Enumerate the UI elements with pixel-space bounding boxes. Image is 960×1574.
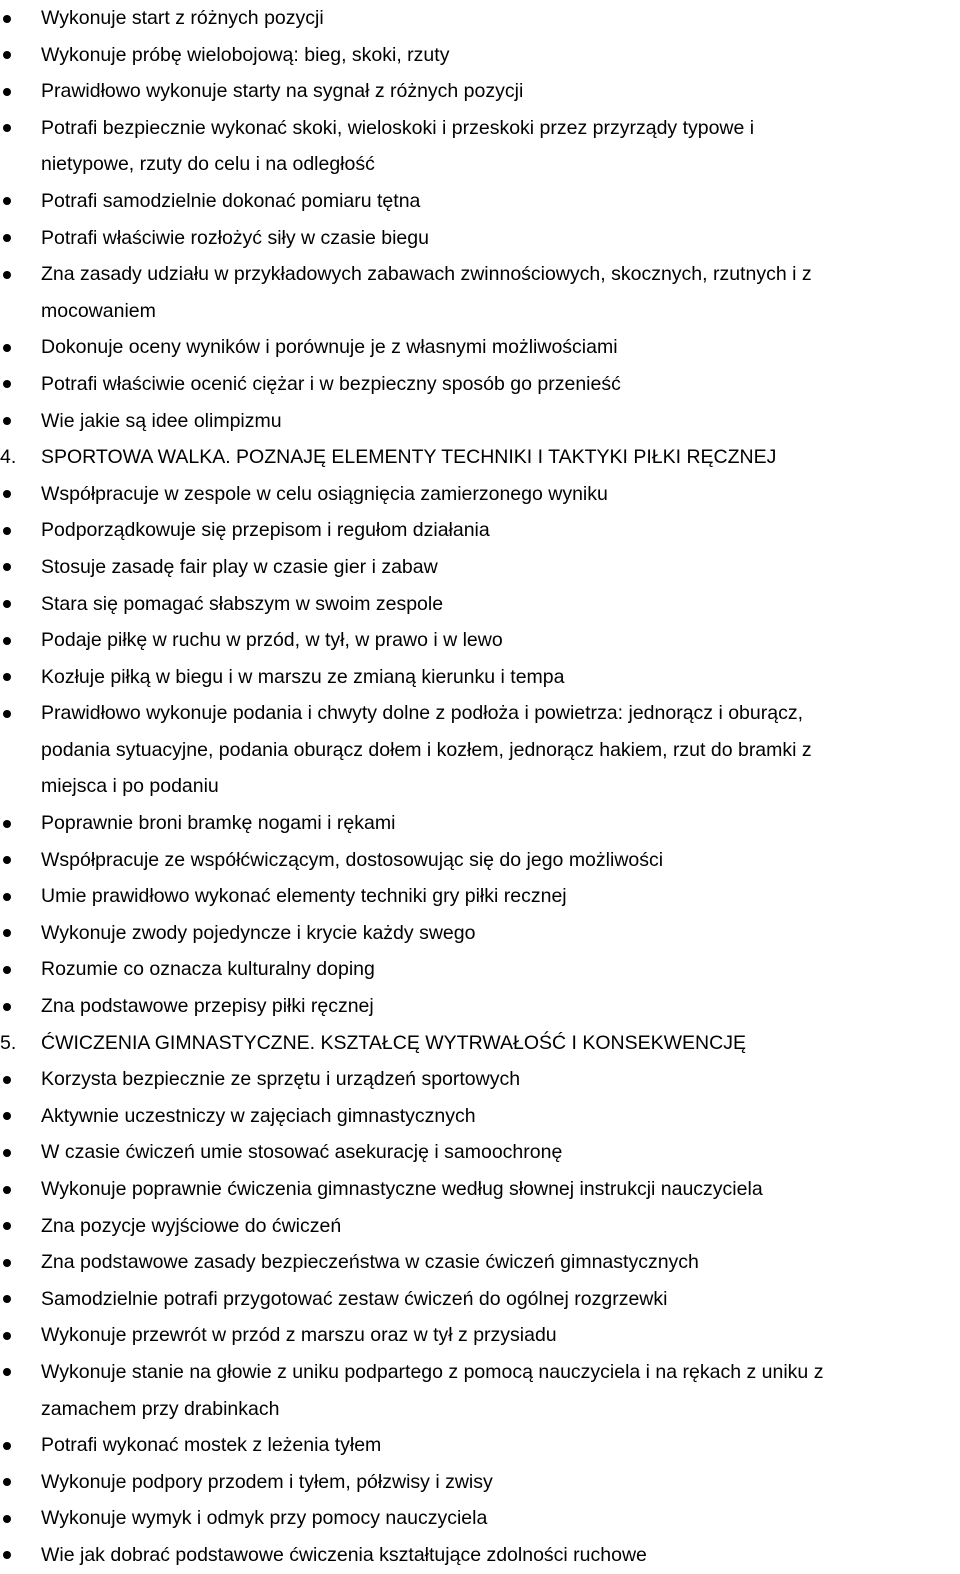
bullet-icon — [3, 197, 11, 205]
list-item — [0, 476, 960, 513]
list-item — [0, 1500, 960, 1537]
bullet-icon — [3, 1442, 11, 1450]
list-item-text: Zna zasady udziału w przykładowych zabawach zwinnościowych, skocznych, rzutnych i z — [41, 263, 812, 286]
list-item-text: Podaje piłkę w ruchu w przód, w tył, w prawo i w lewo — [41, 629, 503, 652]
bullet-icon — [3, 1551, 11, 1559]
list-item-text: Zna podstawowe zasady bezpieczeństwa w czasie ćwiczeń gimnastycznych — [41, 1251, 699, 1274]
list-item — [0, 1171, 960, 1208]
bullet-icon — [3, 820, 11, 828]
bullet-icon — [3, 344, 11, 352]
list-item-text: Potrafi wykonać mostek z leżenia tyłem — [41, 1434, 382, 1457]
list-item-text: Wykonuje zwody pojedyncze i krycie każdy swego — [41, 921, 476, 944]
list-item-text: Współpracuje w zespole w celu osiągnięcia zamierzonego wyniku — [41, 482, 608, 505]
list-item-text: Wykonuje start z różnych pozycji — [41, 7, 324, 29]
list-item-continuation — [0, 732, 960, 769]
list-item — [0, 805, 960, 842]
list-item — [0, 366, 960, 403]
list-item-text: Wie jakie są idee olimpizmu — [41, 409, 282, 432]
list-item-text: Rozumie co oznacza kulturalny doping — [41, 958, 375, 981]
bullet-icon — [3, 966, 11, 974]
section-title: SPORTOWA WALKA. POZNAJĘ ELEMENTY TECHNIKI I TAKTYKI PIŁKI RĘCZNEJ — [41, 446, 777, 469]
bullet-icon — [3, 1368, 11, 1376]
section-title: ĆWICZENIA GIMNASTYCZNE. KSZTAŁCĘ WYTRWAŁOŚĆ I KONSEKWENCJĘ — [41, 1031, 746, 1054]
bullet-icon — [3, 234, 11, 242]
list-item — [0, 0, 960, 37]
list-item-text: W czasie ćwiczeń umie stosować asekurację i samoochronę — [41, 1141, 563, 1164]
list-item-text: Podporządkowuje się przepisom i regułom działania — [41, 519, 490, 542]
list-item-text: Zna pozycje wyjściowe do ćwiczeń — [41, 1214, 342, 1237]
bullet-icon — [3, 490, 11, 498]
bullet-icon — [3, 600, 11, 608]
list-item — [0, 1537, 960, 1574]
list-item — [0, 1061, 960, 1098]
bullet-icon — [3, 893, 11, 901]
bullet-icon — [3, 1295, 11, 1303]
list-item-text: Wykonuje stanie na głowie z uniku podpartego z pomocą nauczyciela i na rękach z uniku z — [41, 1360, 824, 1383]
section-heading — [0, 1025, 960, 1062]
bullet-icon — [3, 710, 11, 718]
list-item-text: Wie jak dobrać podstawowe ćwiczenia kształtujące zdolności ruchowe — [41, 1543, 647, 1566]
list-item — [0, 220, 960, 257]
list-item-text: Poprawnie broni bramkę nogami i rękami — [41, 812, 396, 835]
list-item-text: zamachem przy drabinkach — [41, 1397, 280, 1420]
bullet-icon — [3, 1259, 11, 1267]
section-number: 4. — [0, 446, 17, 469]
bullet-icon — [3, 929, 11, 937]
bullet-icon — [3, 1186, 11, 1194]
list-item — [0, 73, 960, 110]
bullet-icon — [3, 88, 11, 96]
list-item-continuation — [0, 146, 960, 183]
list-item — [0, 1317, 960, 1354]
list-item — [0, 1208, 960, 1245]
list-item-text: Stosuje zasadę fair play w czasie gier i zabaw — [41, 555, 438, 578]
list-item — [0, 1244, 960, 1281]
list-item — [0, 586, 960, 623]
list-item — [0, 659, 960, 696]
list-item-text: Korzysta bezpiecznie ze sprzętu i urządzeń sportowych — [41, 1068, 521, 1091]
list-item-continuation — [0, 768, 960, 805]
list-item-text: Zna podstawowe przepisy piłki ręcznej — [41, 995, 374, 1018]
bullet-icon — [3, 1478, 11, 1486]
bullet-icon — [3, 1332, 11, 1340]
list-item-text: Wykonuje próbę wielobojową: bieg, skoki, rzuty — [41, 43, 450, 66]
list-item-text: Prawidłowo wykonuje podania i chwyty dolne z podłoża i powietrza: jednorącz i oburącz, — [41, 702, 803, 725]
bullet-icon — [3, 1515, 11, 1523]
list-item-text: Dokonuje oceny wyników i porównuje je z własnymi możliwościami — [41, 336, 618, 359]
list-item-text: Wykonuje podpory przodem i tyłem, półzwisy i zwisy — [41, 1470, 493, 1493]
bullet-icon — [3, 271, 11, 279]
list-item — [0, 549, 960, 586]
bullet-icon — [3, 563, 11, 571]
list-item-text: Wykonuje wymyk i odmyk przy pomocy nauczyciela — [41, 1507, 488, 1530]
bullet-icon — [3, 1003, 11, 1011]
list-item — [0, 1464, 960, 1501]
list-item — [0, 842, 960, 879]
bullet-icon — [3, 51, 11, 59]
list-item-text: Potrafi samodzielnie dokonać pomiaru tętna — [41, 189, 421, 212]
list-item — [0, 512, 960, 549]
list-item — [0, 256, 960, 293]
list-item — [0, 988, 960, 1025]
bullet-icon — [3, 637, 11, 645]
list-item — [0, 878, 960, 915]
bullet-icon — [3, 527, 11, 535]
list-item-text: Stara się pomagać słabszym w swoim zespole — [41, 592, 444, 615]
list-item — [0, 951, 960, 988]
list-item — [0, 37, 960, 74]
list-item-text: Samodzielnie potrafi przygotować zestaw ćwiczeń do ogólnej rozgrzewki — [41, 1287, 668, 1310]
list-item-text: Kozłuje piłką w biegu i w marszu ze zmianą kierunku i tempa — [41, 665, 565, 688]
list-item — [0, 915, 960, 952]
list-item-text: mocowaniem — [41, 299, 156, 322]
list-item-text: Potrafi właściwie rozłożyć siły w czasie biegu — [41, 226, 429, 249]
list-item-text: Umie prawidłowo wykonać elementy techniki gry piłki recznej — [41, 885, 567, 908]
list-item — [0, 110, 960, 147]
list-item-text: nietypowe, rzuty do celu i na odległość — [41, 153, 375, 176]
list-item — [0, 1098, 960, 1135]
list-item — [0, 183, 960, 220]
bullet-icon — [3, 1222, 11, 1230]
bullet-icon — [3, 380, 11, 388]
list-item — [0, 1281, 960, 1318]
bullet-icon — [3, 1076, 11, 1084]
section-heading — [0, 439, 960, 476]
list-item-text: podania sytuacyjne, podania oburącz dołem i kozłem, jednorącz hakiem, rzut do bramki z — [41, 738, 812, 761]
list-item — [0, 329, 960, 366]
list-item — [0, 1134, 960, 1171]
bullet-icon — [3, 15, 11, 23]
list-item-text: Potrafi właściwie ocenić ciężar i w bezpieczny sposób go przenieść — [41, 372, 621, 395]
list-item-text: Współpracuje ze współćwiczącym, dostosowując się do jego możliwości — [41, 848, 664, 871]
bullet-icon — [3, 1149, 11, 1157]
bullet-icon — [3, 124, 11, 132]
bullet-icon — [3, 856, 11, 864]
list-item-continuation — [0, 1391, 960, 1428]
list-item-text: Prawidłowo wykonuje starty na sygnał z różnych pozycji — [41, 80, 524, 103]
list-item-text: Wykonuje poprawnie ćwiczenia gimnastyczne według słownej instrukcji nauczyciela — [41, 1178, 763, 1200]
list-item — [0, 1354, 960, 1391]
section-number: 5. — [0, 1031, 17, 1054]
bullet-icon — [3, 1112, 11, 1120]
list-item-continuation — [0, 293, 960, 330]
bullet-icon — [3, 673, 11, 681]
list-item-text: Wykonuje przewrót w przód z marszu oraz w tył z przysiadu — [41, 1324, 557, 1347]
list-item — [0, 695, 960, 732]
list-item — [0, 622, 960, 659]
list-item-text: Aktywnie uczestniczy w zajęciach gimnastycznych — [41, 1104, 476, 1127]
list-item-text: Potrafi bezpiecznie wykonać skoki, wieloskoki i przeskoki przez przyrządy typowe i — [41, 116, 755, 139]
list-item — [0, 1427, 960, 1464]
bullet-icon — [3, 417, 11, 425]
list-item-text: miejsca i po podaniu — [41, 775, 219, 798]
list-item — [0, 403, 960, 440]
